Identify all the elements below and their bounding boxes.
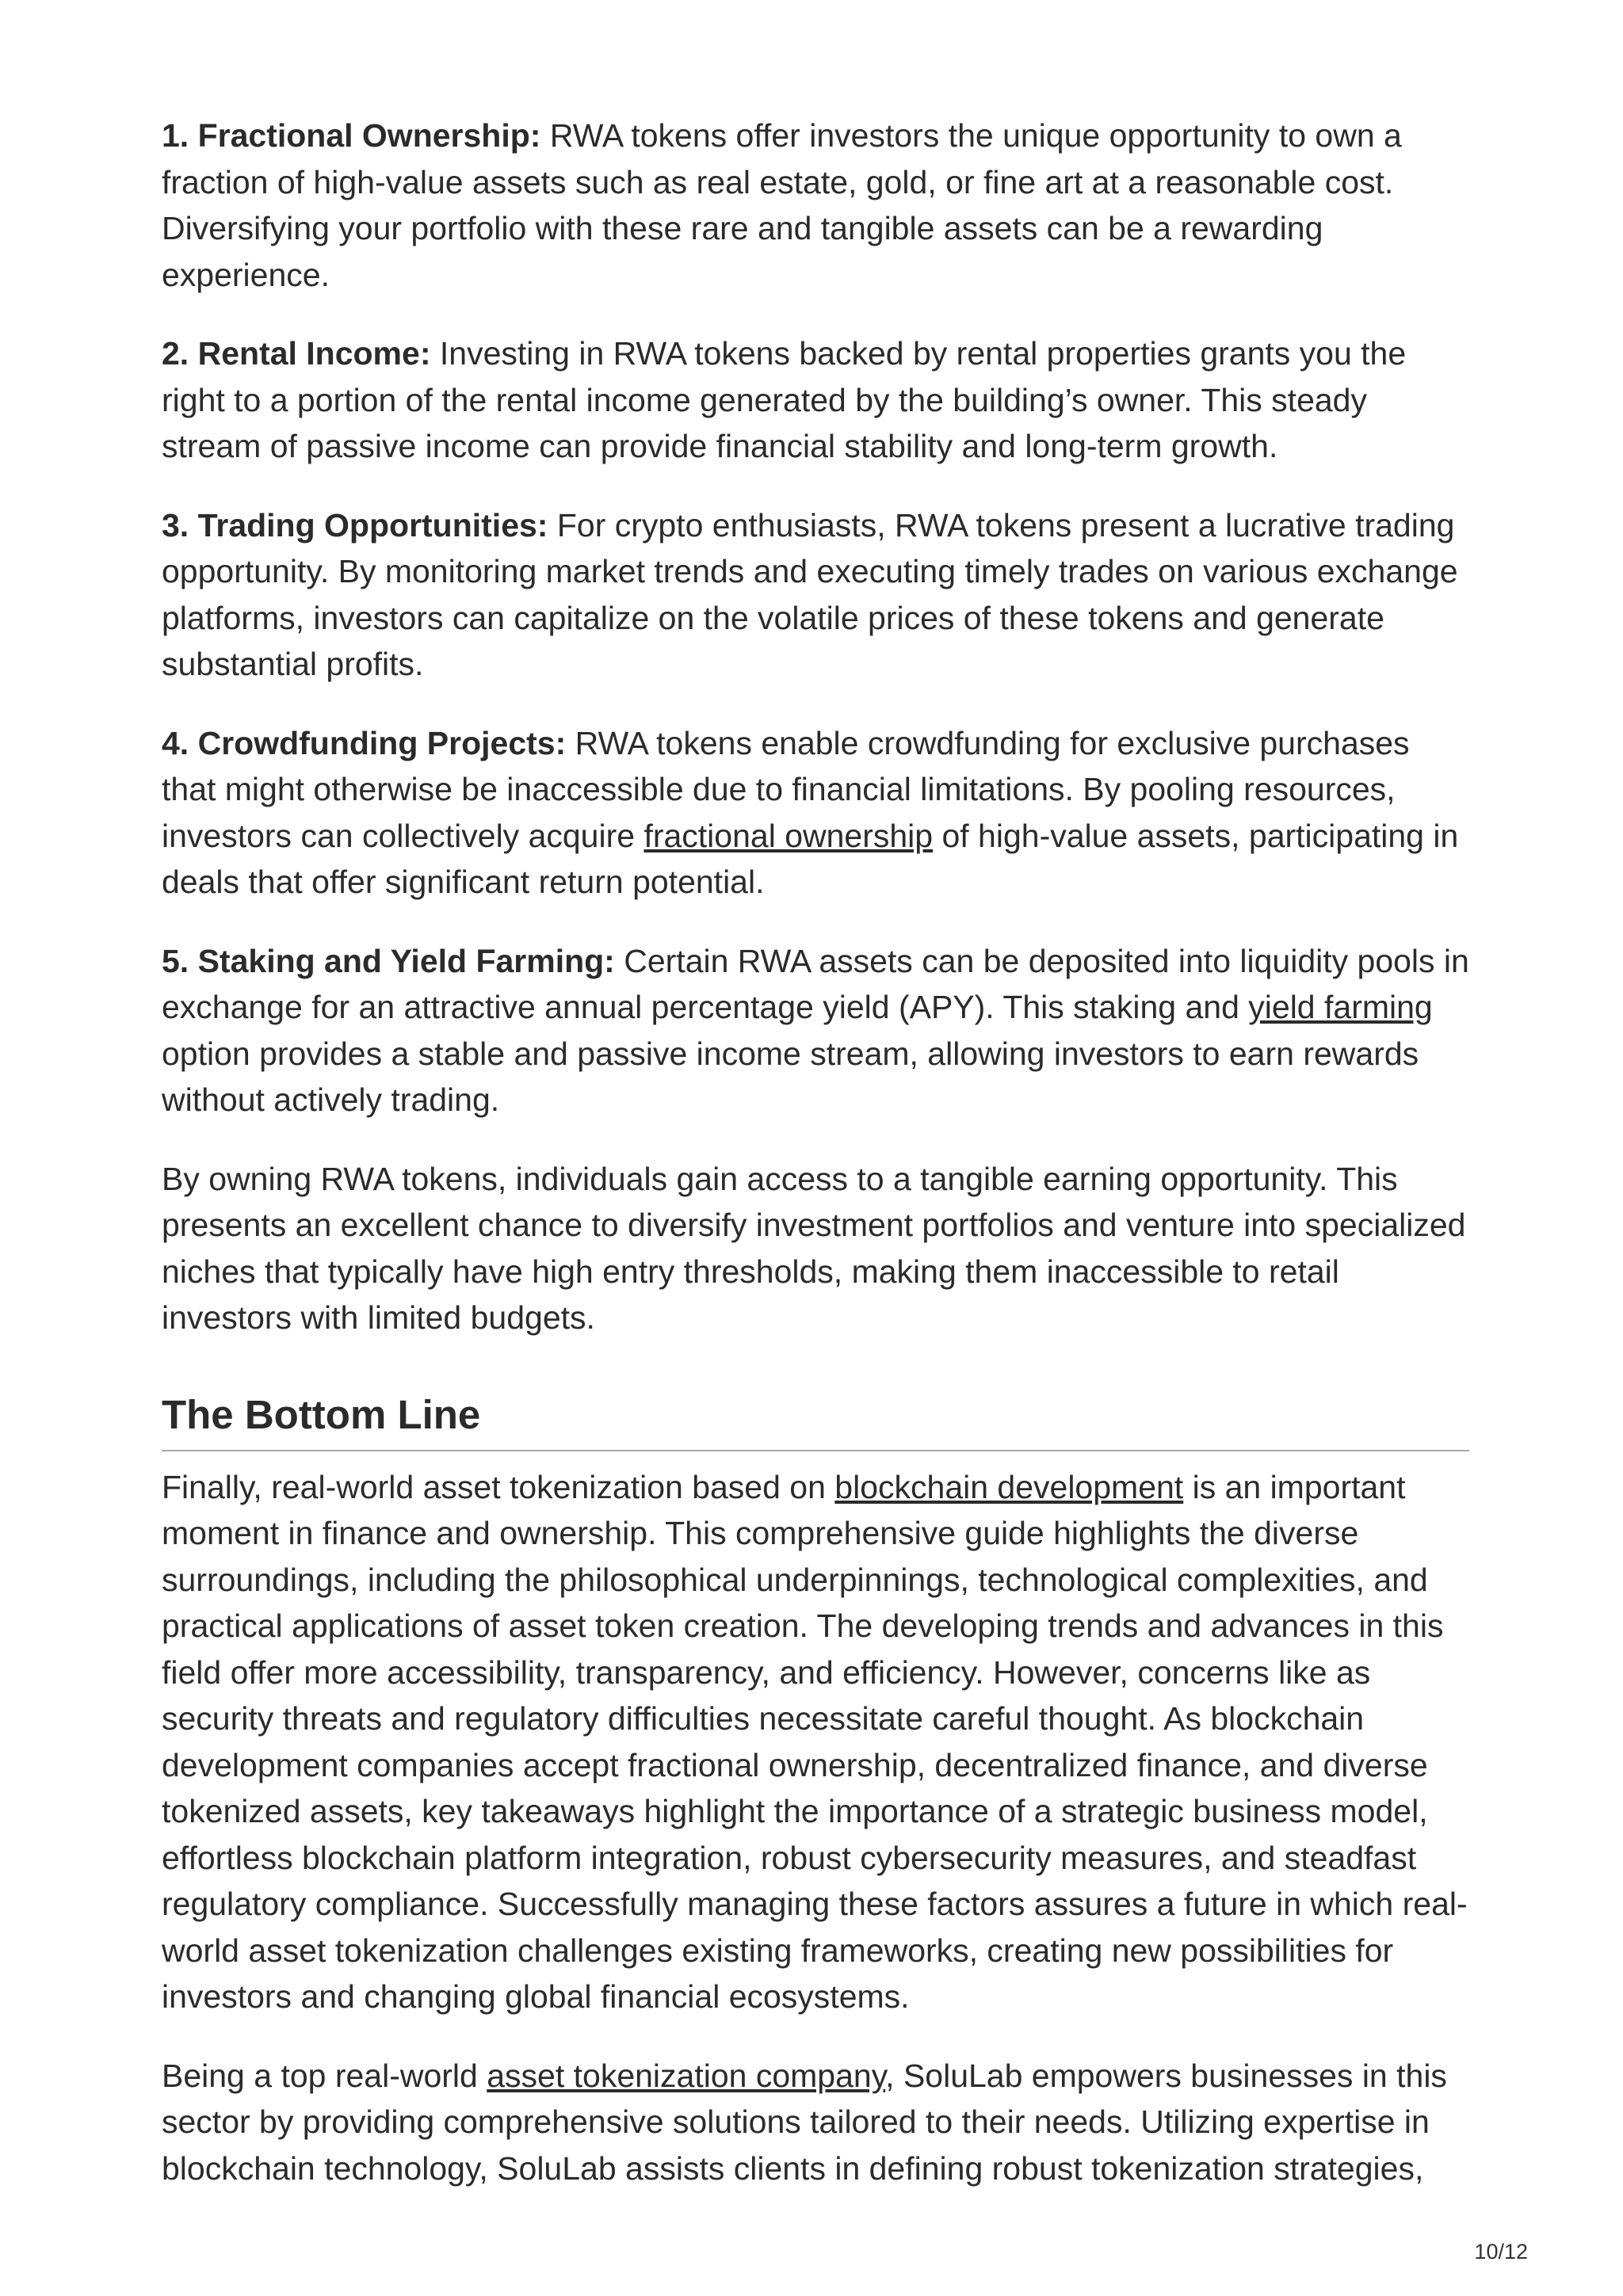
- list-item-title: 4. Crowdfunding Projects:: [162, 724, 567, 761]
- list-item-trading-opportunities: [162, 502, 1469, 688]
- summary-paragraph: By owning RWA tokens, individuals gain access to a tangible earning opportunity. This presents an excellent chance to diversify investment portfolios and venture into specialized niches that typically have high entry thresholds, making them inaccessible to retail investors with limited budgets.: [162, 1160, 1466, 1336]
- list-item-text: For crypto enthusiasts, RWA tokens present a lucrative trading opportunity. By monitoring market trends and executing timely trades on various exchange platforms, investors can capitalize on the volatile prices of these tokens and generate substantial profits.: [162, 506, 1458, 682]
- list-item-rental-income: [162, 330, 1469, 470]
- paragraph-text: Being a top real-world: [162, 2057, 487, 2094]
- list-item-title: 2. Rental Income:: [162, 335, 431, 372]
- yield-farming-link[interactable]: yield farming: [1248, 989, 1433, 1025]
- list-item-text: RWA tokens enable crowdfunding for exclusive purchases that might otherwise be inaccessible due to financial limitations. By pooling resources, investors can collectively acquire: [162, 724, 1410, 854]
- section-heading-bottom-line: The Bottom Line: [162, 1390, 1469, 1451]
- paragraph-text: , SoluLab empowers businesses in this sector by providing comprehensive solutions tailored to their needs. Utilizing expertise in blockchain technology, SoluLab assists clients in defining robust tokenization strategies,: [162, 2057, 1447, 2187]
- list-item-text: of high-value assets, participating in deals that offer significant return potential.: [162, 817, 1459, 900]
- bottom-line-paragraph-2: [162, 2053, 1469, 2192]
- paragraph-text: Finally, real-world asset tokenization based on: [162, 1468, 835, 1505]
- list-item-title: 3. Trading Opportunities:: [162, 506, 548, 543]
- list-item-fractional-ownership: [162, 113, 1469, 298]
- asset-tokenization-company-link[interactable]: asset tokenization company: [487, 2057, 886, 2094]
- list-item-text: RWA tokens offer investors the unique opportunity to own a fraction of high-value assets such as real estate, gold, or fine art at a reasonable cost. Diversifying your portfolio with these rare and tangible assets can be a rewarding experience.: [162, 117, 1402, 293]
- list-item-staking-yield-farming: [162, 938, 1469, 1123]
- list-item-crowdfunding-projects: [162, 720, 1469, 906]
- list-item-text: Certain RWA assets can be deposited into liquidity pools in exchange for an attractive annual percentage yield (APY). This staking and: [162, 942, 1469, 1025]
- list-item-title: 5. Staking and Yield Farming:: [162, 942, 615, 979]
- fractional-ownership-link[interactable]: fractional ownership: [643, 817, 934, 854]
- list-item-title: 1. Fractional Ownership:: [162, 117, 541, 154]
- list-item-text: Investing in RWA tokens backed by rental properties grants you the right to a portion of the rental income generated by the building’s owner. This steady stream of passive income can provide financial stability and long-term growth.: [162, 335, 1407, 464]
- blockchain-development-link[interactable]: blockchain development: [834, 1468, 1184, 1505]
- list-item-text: option provides a stable and passive income stream, allowing investors to earn rewards without actively trading.: [162, 1035, 1419, 1118]
- bottom-line-paragraph-1: [162, 1464, 1469, 2020]
- document-page: [162, 113, 1469, 2224]
- paragraph-text: is an important moment in finance and ownership. This comprehensive guide highlights the diverse surroundings, including the philosophical underpinnings, technological complexities, and practical applications of asset token creation. The developing trends and advances in this field offer more accessibility, transparency, and efficiency. However, concerns like as security threats and regulatory difficulties necessitate careful thought. As blockchain development companies accept fractional ownership, decentralized finance, and diverse tokenized assets, key takeaways highlight the importance of a strategic business model, effortless blockchain platform integration, robust cybersecurity measures, and steadfast regulatory compliance. Successfully managing these factors assures a future in which real-world asset tokenization challenges existing frameworks, creating new possibilities for investors and changing global financial ecosystems.: [162, 1468, 1468, 2015]
- page-number: 10/12: [1474, 2240, 1528, 2264]
